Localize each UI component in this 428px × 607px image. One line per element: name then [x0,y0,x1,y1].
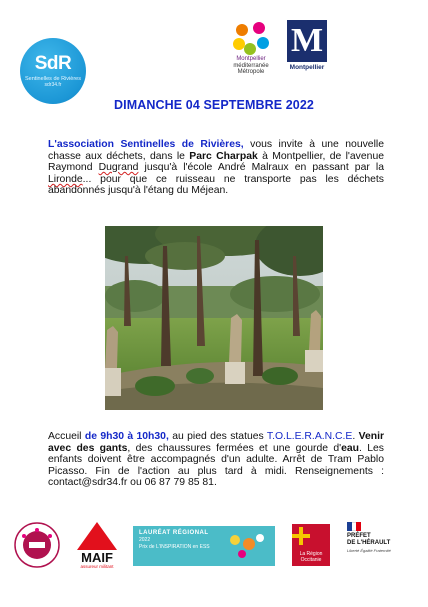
sdr-logo-site: sdr34.fr [44,82,62,88]
intro-paragraph [48,139,384,197]
event-date-title: DIMANCHE 04 SEPTEMBRE 2022 [114,98,314,112]
laureat-prize: Prix de L'INSPIRATION en ESS [139,544,210,550]
association-name: L'association Sentinelles de Rivières, [48,139,244,150]
maif-triangle-icon [77,522,117,550]
maif-word: MAIF [81,550,113,565]
occitanie-text [292,552,330,563]
details-text-1: au pied des statues [168,431,267,442]
prefet-herault-logo [347,522,411,572]
park-photo [105,226,323,410]
budget-participatif-badge [14,522,60,568]
maif-logo [74,522,120,574]
park-statues-image [105,226,323,410]
metropole-line1: Montpellier [236,56,266,62]
budget-badge-icon [14,522,60,568]
laureat-regional-banner [133,526,275,566]
details-text-2: . [352,431,356,442]
prefet-motto: Liberté Égalité Fraternité [347,548,391,553]
metropole-star-icon [220,18,282,56]
intro-text-4: ... pour que ce ruisseau ne transporte pas les déchets abandonnés jusqu'à l'étang du Méjean. [48,173,384,197]
metropole-line2: méditerranée [233,62,269,69]
montpellier-label: Montpellier [289,64,325,71]
laureat-year: 2022 [139,537,151,543]
details-water: eau [341,442,360,454]
lironde-word: Lironde [48,173,83,185]
sdr-logo [20,38,86,104]
details-statues: T.O.L.E.R.A.N.C.E [266,431,353,442]
intro-text-1: vous invite à une nouvelle chasse aux déchets, dans le [48,139,384,162]
details-hours: de 9h30 à 10h30, [84,431,169,442]
intro-text-2: à Montpellier, de l'avenue Raymond [48,150,384,174]
metropole-line3: Métropole [237,69,265,75]
details-text-3: , des chaussures fermées et une gourde d' [127,442,342,454]
montpellier-m-letter: M [287,20,327,62]
details-gloves: Venir avec des gants [48,431,385,454]
sdr-logo-name: Sentinelles de Rivières [25,76,81,82]
details-text-4: . Les enfants doivent être accompagnés d'un adulte. Arrêt de Tram Pablo Picasso. Fin de l'action au plus tard à midi. Renseignements : contact@sdr34.fr ou 06 87 79 85 81. [48,442,384,489]
french-flag-icon [347,522,361,531]
maif-tagline: assureur militant [80,564,114,569]
metropole-logo-text [220,56,282,76]
intro-text-3: jusqu'à l'école André Malraux en passant par la [138,162,384,174]
prefet-line2: DE L'HÉRAULT [347,540,391,546]
occitanie-line2: Occitanie [300,556,322,563]
sdr-logo-mark: SdR [34,53,72,74]
occitan-cross-icon [292,527,310,545]
park-name: Parc Charpak [189,150,258,162]
details-paragraph [48,431,384,489]
prefet-line1: PRÉFET [347,533,371,539]
montpellier-metropole-logo [220,18,282,78]
laureat-decoration-icon [227,532,267,560]
dugrand-word: Dugrand [98,162,139,174]
details-accueil: Accueil [48,431,85,442]
montpellier-city-logo [287,20,327,72]
occitanie-line1: La Région [299,551,323,557]
region-occitanie-logo [292,524,330,566]
laureat-title: LAURÉAT RÉGIONAL [139,530,209,536]
